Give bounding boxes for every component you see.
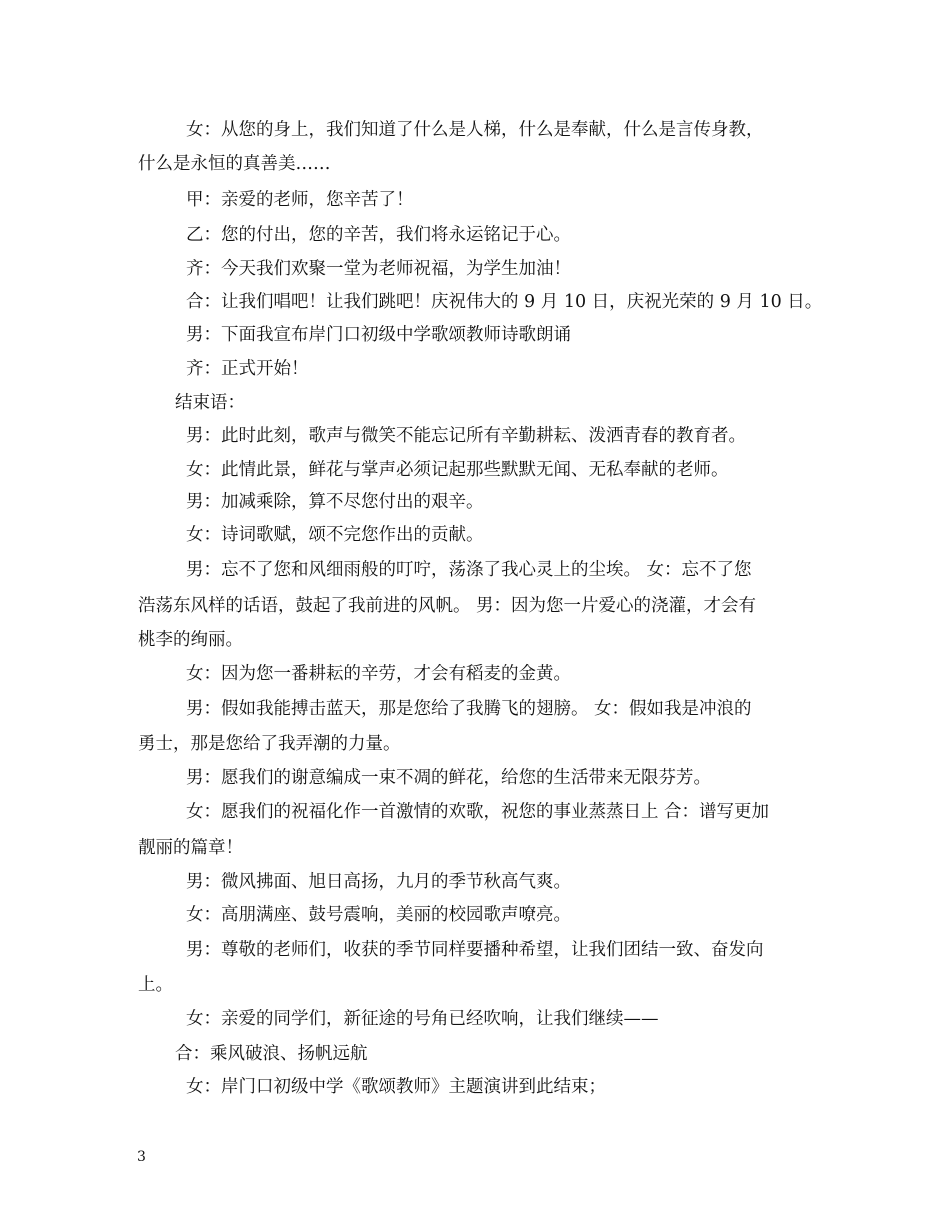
section-heading: 结束语： [175,393,245,413]
text-line: 男：尊敬的老师们，收获的季节同样要播种希望，让我们团结一致、奋发向 [186,940,764,960]
text-line: 桃李的绚丽。 [138,630,243,650]
text-line: 上。 [138,975,173,995]
text-line: 女：从您的身上，我们知道了什么是人梯，什么是奉献，什么是言传身教， [186,120,764,140]
text-line: 合：乘风破浪、扬帆远航 [175,1044,368,1064]
text-line: 勇士，那是您给了我弄潮的力量。 [138,734,401,754]
text-line: 男：愿我们的谢意编成一束不凋的鲜花，给您的生活带来无限芬芳。 [186,768,711,788]
text-line: 女：高朋满座、鼓号震响，美丽的校园歌声嘹亮。 [186,905,571,925]
page-number: 3 [137,1149,146,1165]
text-line: 女：愿我们的祝福化作一首激情的欢歌，祝您的事业蒸蒸日上 合：谱写更加 [186,802,770,822]
text-line: 乙：您的付出，您的辛苦，我们将永运铭记于心。 [186,225,571,245]
text-line: 齐：今天我们欢聚一堂为老师祝福，为学生加油！ [186,259,571,279]
text-line: 甲：亲爱的老师，您辛苦了！ [186,190,414,210]
text-line: 浩荡东风样的话语，鼓起了我前进的风帆。 男：因为您一片爱心的浇灌，才会有 [138,596,757,616]
text-line: 女：岸门口初级中学《歌颂教师》主题演讲到此结束； [186,1077,606,1097]
text-line: 男：加减乘除，算不尽您付出的艰辛。 [186,492,484,512]
text-line: 女：此情此景，鲜花与掌声必须记起那些默默无闻、无私奉献的老师。 [186,460,729,480]
text-line: 合：让我们唱吧！让我们跳吧！庆祝伟大的 9 月 10 日，庆祝光荣的 9 月 10 日。 [186,292,823,312]
text-line: 男：忘不了您和风细雨般的叮咛，荡涤了我心灵上的尘埃。 女：忘不了您 [186,560,752,580]
text-line: 男：微风拂面、旭日高扬，九月的季节秋高气爽。 [186,872,571,892]
text-line: 齐：正式开始！ [186,359,309,379]
text-line: 什么是永恒的真善美…… [138,154,331,174]
text-line: 男：假如我能搏击蓝天，那是您给了我腾飞的翅膀。 女：假如我是冲浪的 [186,699,752,719]
text-line: 女：亲爱的同学们，新征途的号角已经吹响，让我们继续—— [186,1009,659,1029]
text-line: 靓丽的篇章！ [138,838,243,858]
text-line: 女：诗词歌赋，颂不完您作出的贡献。 [186,525,484,545]
text-line: 女：因为您一番耕耘的辛劳，才会有稻麦的金黄。 [186,664,571,684]
text-line: 男：此时此刻，歌声与微笑不能忘记所有辛勤耕耘、泼洒青春的教育者。 [186,426,746,446]
text-line: 男：下面我宣布岸门口初级中学歌颂教师诗歌朗诵 [186,325,571,345]
